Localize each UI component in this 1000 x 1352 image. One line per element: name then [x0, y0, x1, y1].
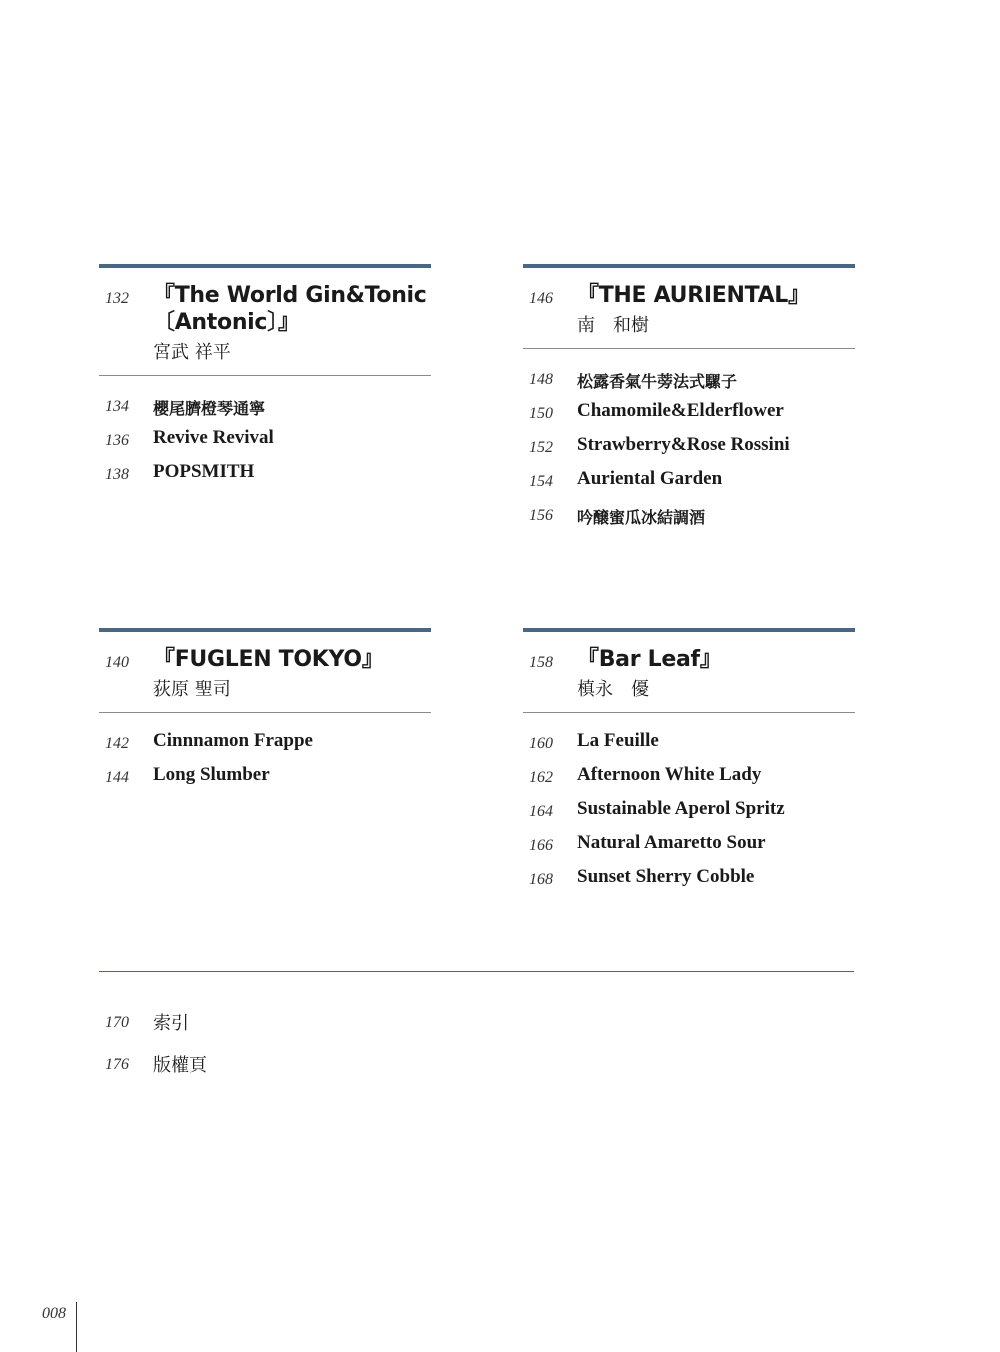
item-label: Long Slumber [153, 764, 270, 785]
section-title: 『FUGLEN TOKYO』 [153, 647, 384, 672]
item-label: La Feuille [577, 730, 659, 751]
item-page-number: 150 [529, 405, 553, 422]
section-divider [99, 375, 431, 376]
item-label: Afternoon White Lady [577, 764, 762, 785]
section-page-number: 140 [105, 654, 129, 671]
section-header [523, 632, 855, 702]
section-author: 槙永 優 [577, 679, 649, 700]
item-page-number: 154 [529, 473, 553, 490]
item-page-number: 168 [529, 871, 553, 888]
toc-item[interactable] [523, 727, 855, 761]
item-page-number: 136 [105, 432, 129, 449]
page-folio: 008 [42, 1305, 66, 1322]
folio-line [76, 1302, 77, 1352]
section-header [99, 632, 431, 702]
item-page-number: 144 [105, 769, 129, 786]
item-label: Strawberry&Rose Rossini [577, 434, 790, 455]
item-label: 索引 [153, 1013, 189, 1034]
section-title-line2: 〔Antonic〕』 [153, 310, 300, 335]
item-page-number: 162 [529, 769, 553, 786]
item-label: Cinnnamon Frappe [153, 730, 313, 751]
toc-section-the-auriental [523, 264, 855, 533]
toc-item[interactable] [99, 761, 431, 795]
toc-item[interactable] [99, 727, 431, 761]
section-divider [523, 712, 855, 713]
section-title: 『The World Gin&Tonic [153, 283, 427, 308]
toc-section-bar-leaf [523, 628, 855, 897]
item-label: Sustainable Aperol Spritz [577, 798, 785, 819]
section-title: 『Bar Leaf』 [577, 647, 722, 672]
item-label: POPSMITH [153, 461, 255, 482]
section-title: 『THE AURIENTAL』 [577, 283, 810, 308]
item-page-number: 176 [105, 1056, 129, 1073]
section-author: 南 和樹 [577, 315, 649, 336]
toc-item[interactable] [523, 431, 855, 465]
item-label: Chamomile&Elderflower [577, 400, 784, 421]
item-page-number: 152 [529, 439, 553, 456]
item-page-number: 170 [105, 1014, 129, 1031]
section-item-list [523, 727, 855, 897]
section-item-list [99, 727, 431, 795]
section-header [523, 268, 855, 338]
section-page-number: 146 [529, 290, 553, 307]
toc-item[interactable] [523, 795, 855, 829]
back-matter-rule [99, 971, 854, 972]
toc-item[interactable] [99, 458, 431, 492]
toc-item[interactable] [523, 397, 855, 431]
item-page-number: 134 [105, 398, 129, 415]
section-page-number: 158 [529, 654, 553, 671]
toc-item[interactable] [99, 424, 431, 458]
section-item-list [523, 363, 855, 533]
item-label: Sunset Sherry Cobble [577, 866, 755, 887]
item-label: 吟醸蜜瓜冰結調酒 [577, 510, 706, 527]
toc-item-colophon[interactable] [99, 1050, 399, 1080]
toc-item[interactable] [523, 363, 855, 397]
section-item-list [99, 390, 431, 492]
item-label: 櫻尾臍橙琴通寧 [153, 401, 266, 418]
item-label: Natural Amaretto Sour [577, 832, 766, 853]
toc-section-fuglen-tokyo [99, 628, 431, 795]
item-page-number: 142 [105, 735, 129, 752]
section-page-number: 132 [105, 290, 129, 307]
item-label: Auriental Garden [577, 468, 723, 489]
item-page-number: 148 [529, 371, 553, 388]
section-author: 荻原 聖司 [153, 679, 231, 700]
item-page-number: 164 [529, 803, 553, 820]
toc-item[interactable] [523, 465, 855, 499]
section-header [99, 268, 431, 365]
item-label: 版權頁 [153, 1055, 207, 1076]
toc-item[interactable] [523, 499, 855, 533]
section-author: 宮武 祥平 [153, 342, 231, 363]
item-label: 松露香氣牛蒡法式騾子 [577, 374, 738, 391]
toc-item[interactable] [523, 829, 855, 863]
toc-item-index[interactable] [99, 1008, 399, 1038]
toc-section-world-gin-tonic [99, 264, 431, 492]
toc-item[interactable] [523, 761, 855, 795]
toc-item[interactable] [523, 863, 855, 897]
section-divider [99, 712, 431, 713]
item-page-number: 138 [105, 466, 129, 483]
item-page-number: 160 [529, 735, 553, 752]
section-divider [523, 348, 855, 349]
item-page-number: 166 [529, 837, 553, 854]
toc-item[interactable] [99, 390, 431, 424]
item-label: Revive Revival [153, 427, 274, 448]
item-page-number: 156 [529, 507, 553, 524]
